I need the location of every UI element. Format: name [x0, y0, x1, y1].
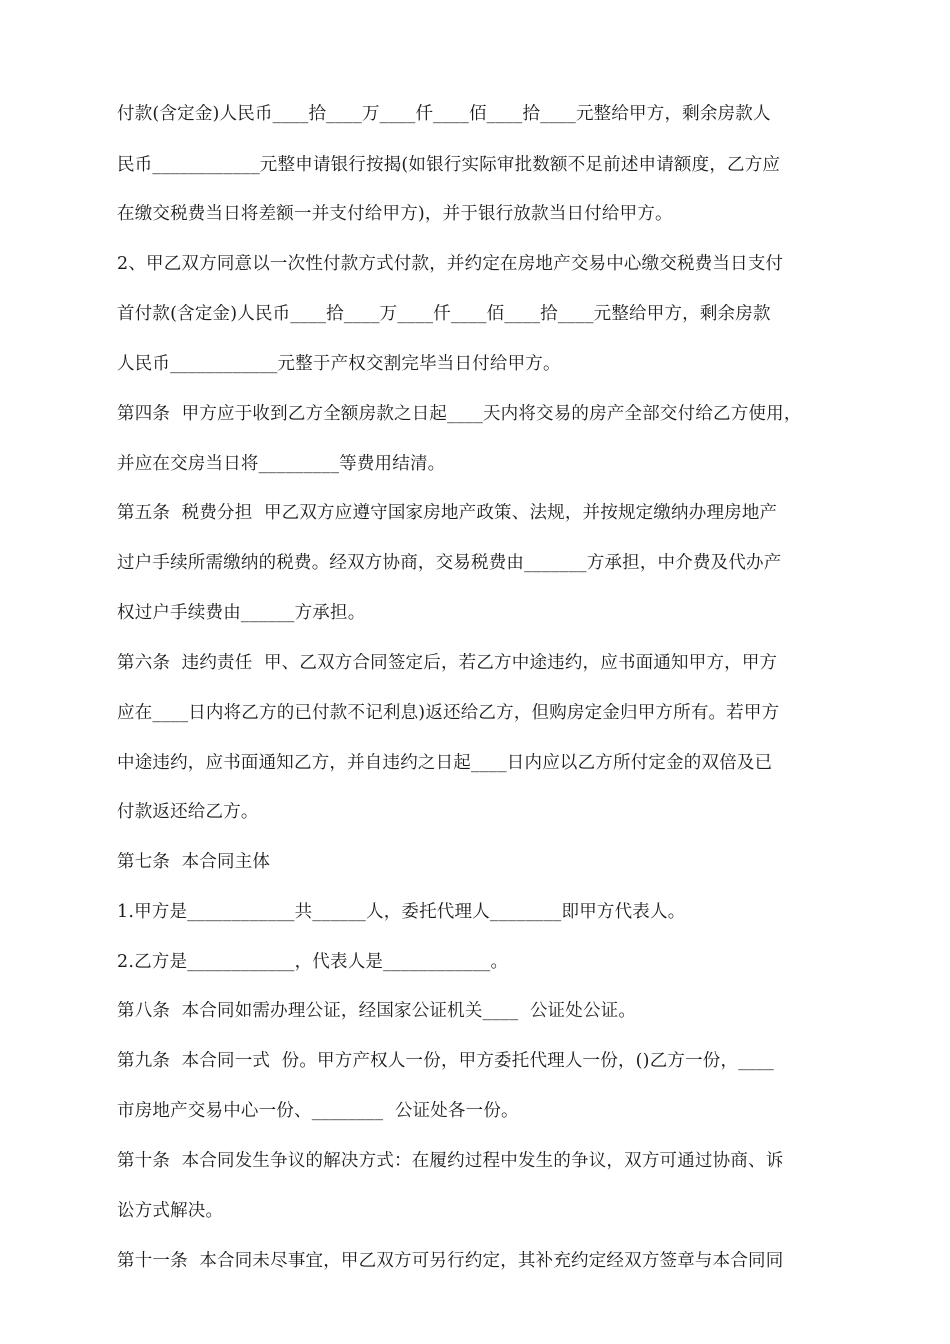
text-line: 并应在交房当日将_________等费用结清。: [117, 454, 446, 474]
text-line: 讼方式解决。: [117, 1201, 224, 1221]
text-line: 第十条 本合同发生争议的解决方式：在履约过程中发生的争议，双方可通过协商、诉: [117, 1151, 784, 1171]
text-line: 第九条 本合同一式 份。甲方产权人一份，甲方委托代理人一份，()乙方一份，____: [117, 1051, 775, 1071]
text-line: 1.甲方是____________共______人，委托代理人________即甲方代表人。: [117, 902, 686, 922]
text-line: 2.乙方是____________，代表人是____________。: [117, 952, 509, 972]
text-line: 市房地产交易中心一份、________ 公证处各一份。: [117, 1101, 519, 1121]
text-line: 在缴交税费当日将差额一并支付给甲方)，并于银行放款当日付给甲方。: [117, 204, 673, 224]
text-line: 第六条 违约责任 甲、乙双方合同签定后，若乙方中途违约，应书面通知甲方，甲方: [117, 653, 778, 673]
section-heading: 第七条 本合同主体: [117, 852, 271, 872]
text-line: 第八条 本合同如需办理公证，经国家公证机关____ 公证处公证。: [117, 1001, 637, 1021]
text-line: 第五条 税费分担 甲乙双方应遵守国家房地产政策、法规，并按规定缴纳办理房地产: [117, 503, 778, 523]
text-line: 中途违约，应书面通知乙方，并自违约之日起____日内应以乙方所付定金的双倍及已: [117, 753, 773, 773]
text-line: 付款(含定金)人民币____拾____万____仟____佰____拾____元整给甲方，剩余房款人: [117, 104, 771, 124]
text-line: 人民币____________元整于产权交割完毕当日付给甲方。: [117, 354, 561, 374]
text-line: 民币____________元整申请银行按揭(如银行实际审批数额不足前述申请额度，乙方应: [117, 155, 781, 175]
text-line: 权过户手续费由______方承担。: [117, 603, 366, 623]
text-line: 首付款(含定金)人民币____拾____万____仟____佰____拾____元整给甲方，剩余房款: [117, 304, 771, 324]
text-line: 第十一条 本合同未尽事宜，甲乙双方可另行约定，其补充约定经双方签章与本合同同: [117, 1251, 784, 1271]
text-line: 应在____日内将乙方的已付款不记利息)返还给乙方，但购房定金归甲方所有。若甲方: [117, 703, 780, 723]
text-line: 付款返还给乙方。: [117, 802, 259, 822]
text-line: 过户手续所需缴纳的税费。经双方协商，交易税费由_______方承担，中介费及代办产: [117, 553, 782, 573]
text-line: 2、甲乙双方同意以一次性付款方式付款，并约定在房地产交易中心缴交税费当日支付: [117, 254, 784, 274]
text-line: 第四条 甲方应于收到乙方全额房款之日起____天内将交易的房产全部交付给乙方使用，: [117, 404, 802, 424]
